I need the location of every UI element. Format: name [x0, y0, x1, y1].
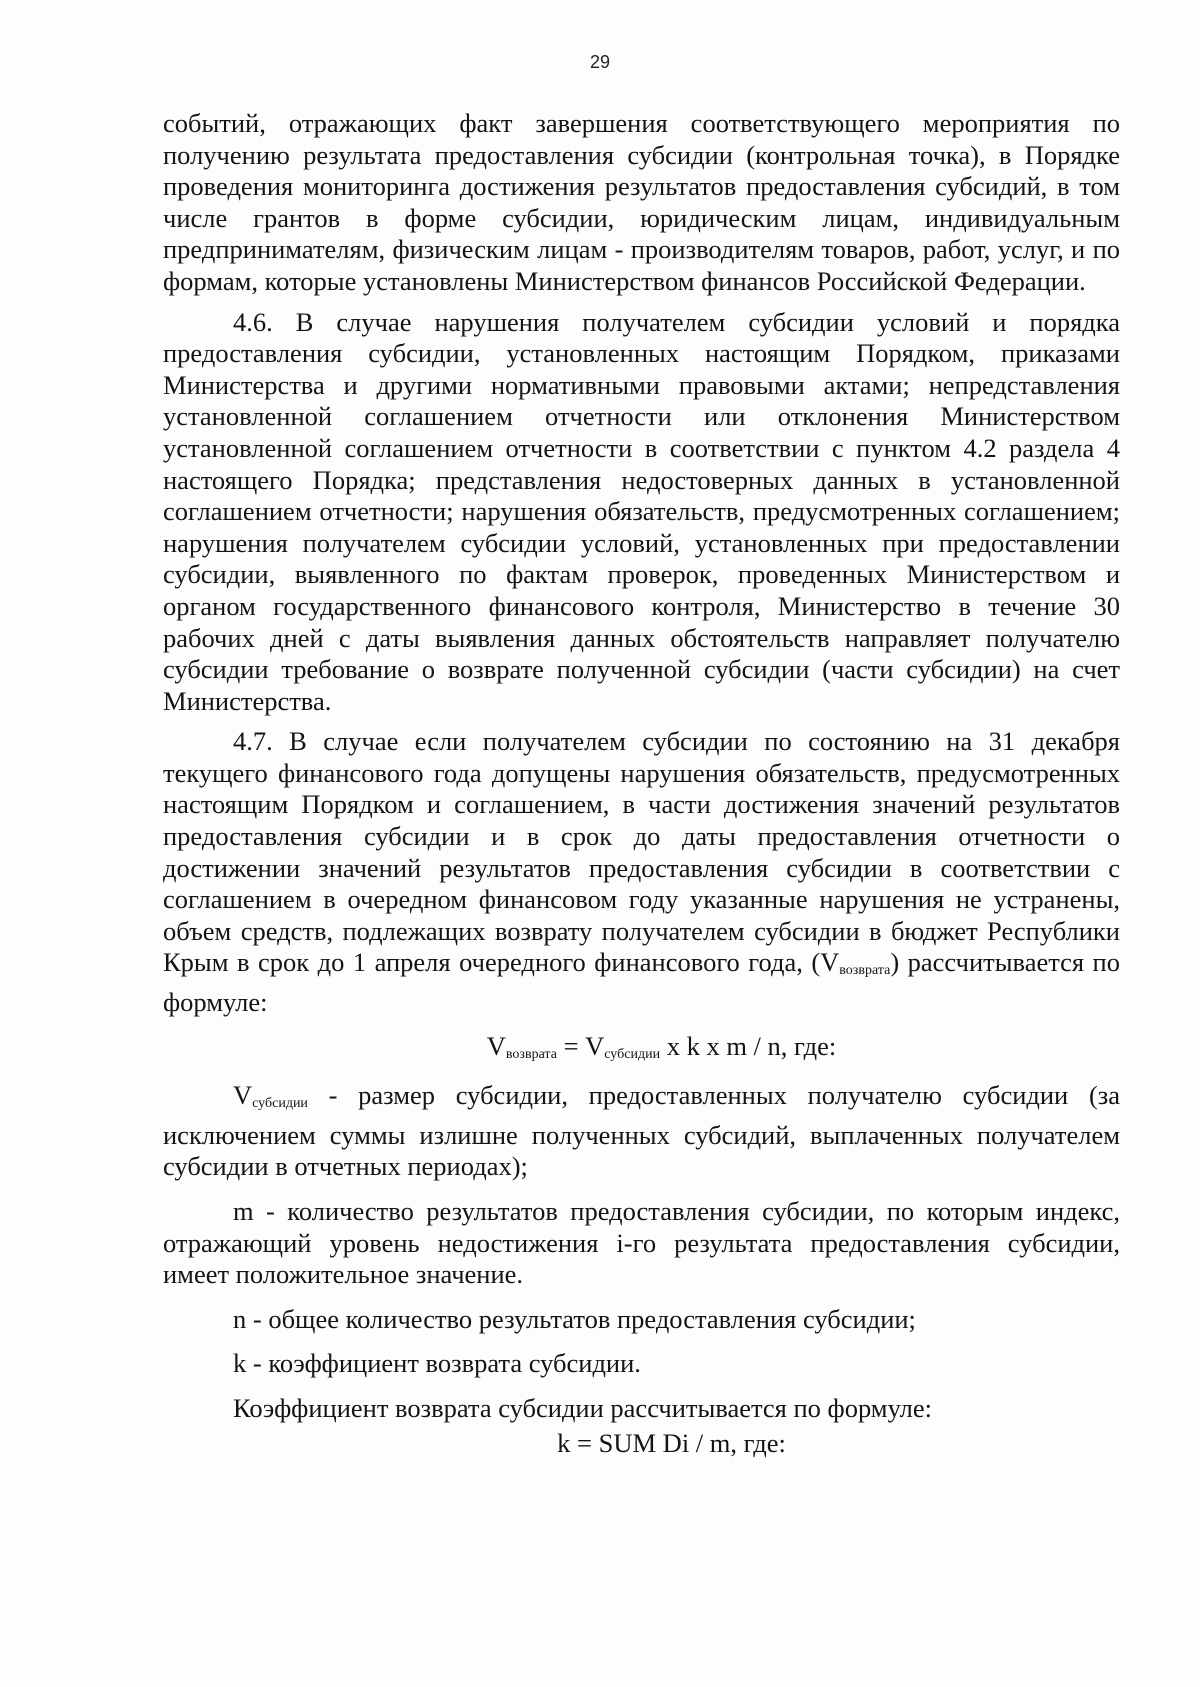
paragraph-4-7-subscript: возврата — [839, 963, 891, 979]
definition-v-subscript: субсидии — [252, 1096, 308, 1112]
paragraph-continuation: событий, отражающих факт завершения соответствующего мероприятия по получению результата предоставления субсидии (контрольная точка), в Порядке проведения мониторинга достижения результатов предоставления субсидий, в том числе грантов в форме субсидии, юридическим лицам, индивидуальным предпринимателям, физическим лицам - производителям товаров, работ, услуг, и по формам, которые установлены Министерством финансов Российской Федерации. — [163, 108, 1120, 296]
definition-v-symbol: V — [233, 1080, 253, 1111]
definition-m: m - количество результатов предоставления субсидии, по которым индекс, отражающий уровень недостижения i-го результата предоставления субсидии, имеет положительное значение. — [163, 1196, 1120, 1290]
formula-return-volume — [163, 1031, 1120, 1071]
paragraph-4-7 — [163, 726, 1120, 1018]
paragraph-4-7-text: 4.7. В случае если получателем субсидии по состоянию на 31 декабря текущего финансового года допущены нарушения обязательств, предусмотренных настоящим Порядком и соглашением, в части достижения значений результатов предоставления субсидии и в срок до даты предоставления отчетности о достижении значений результатов предоставления субсидии в соответствии с соглашением в очередном финансовом году указанные нарушения не устранены, объем средств, подлежащих возврату получателем субсидии в бюджет Республики Крым в срок до 1 апреля очередного финансового года, (V — [163, 726, 1120, 978]
formula-rest: x k x m / n, где: — [660, 1030, 837, 1061]
paragraph-4-7-text-end: ) рассчитывается по формуле: — [163, 947, 1120, 1018]
definition-k: k - коэффициент возврата субсидии. — [233, 1348, 641, 1379]
formula-v-subscript-return: возврата — [505, 1046, 557, 1062]
definition-v-subsidy — [163, 1080, 1120, 1183]
coefficient-intro: Коэффициент возврата субсидии рассчитывается по формуле: — [233, 1392, 933, 1423]
formula-v-subscript-subsidy: субсидии — [604, 1046, 661, 1062]
definition-v-text: - размер субсидии, предоставленных получателю субсидии (за исключением суммы излишне полученных субсидий, выплаченных получателем субсидии в отчетных периодах); — [163, 1080, 1120, 1182]
formula-equals-v: = V — [556, 1030, 605, 1061]
formula-v-symbol: V — [486, 1030, 506, 1061]
formula-coefficient: k = SUM Di / m, где: — [557, 1427, 786, 1458]
page-number: 29 — [589, 52, 611, 72]
paragraph-4-6: 4.6. В случае нарушения получателем субсидии условий и порядка предоставления субсидии, установленных настоящим Порядком, приказами Министерства и другими нормативными правовыми актами; непредставления установленной соглашением отчетности или отклонения Министерством установленной соглашением отчетности в соответствии с пунктом 4.2 раздела 4 настоящего Порядка; представления недостоверных данных в установленной соглашением отчетности; нарушения обязательств, предусмотренных соглашением; нарушения получателем субсидии условий, установленных при предоставлении субсидии, выявленного по фактам проверок, проведенных Министерством и органом государственного финансового контроля, Министерство в течение 30 рабочих дней с даты выявления данных обстоятельств направляет получателю субсидии требование о возврате полученной субсидии (части субсидии) на счет Министерства. — [163, 306, 1120, 716]
definition-n: n - общее количество результатов предоставления субсидии; — [233, 1303, 916, 1334]
document-body — [163, 108, 1120, 1459]
